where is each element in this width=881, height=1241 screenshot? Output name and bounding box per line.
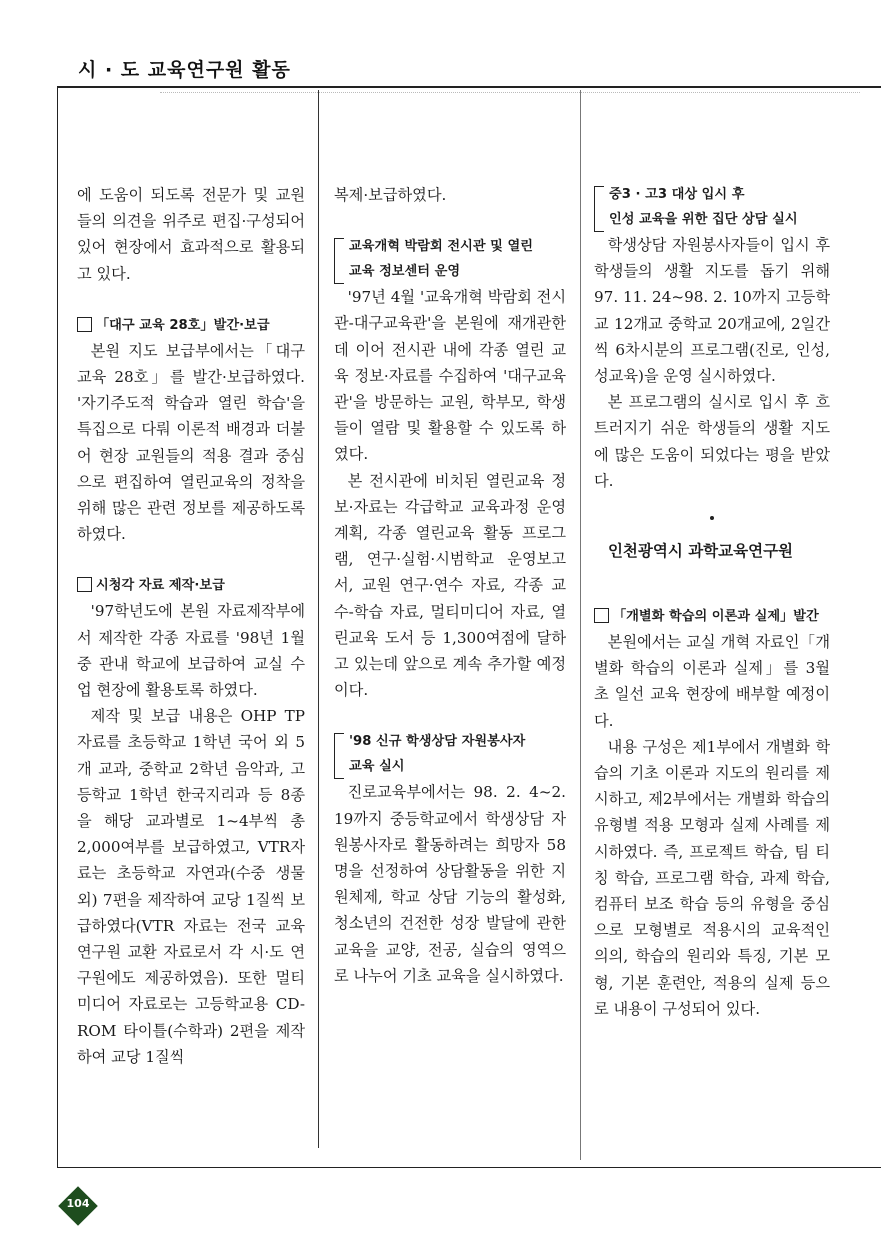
col3-section-2-title: 「개별화 학습의 이론과 실제」발간 [613, 609, 819, 625]
col1-section-2-paragraph-1: '97학년도에 본원 자료제작부에서 제작한 각종 자료를 '98년 1월 중 관내 학교에 보급하여 교실 수업 현장에 활용토록 하였다. [77, 602, 305, 700]
col2-section-2-title-line-2: 교육 실시 [349, 759, 405, 775]
col1-section-2-title: 시청각 자료 제작·보급 [96, 578, 225, 594]
column-3 [594, 182, 830, 1022]
col2-section-1-title-line-1: 교육개혁 박람회 전시관 및 열린 [349, 239, 533, 255]
col2-intro-paragraph: 복제·보급하였다. [334, 186, 447, 204]
page-number-badge [58, 1186, 98, 1226]
col1-section-1-heading [77, 313, 305, 338]
col1-section-2-paragraph-2: 제작 및 보급 내용은 OHP TP 자료를 초등학교 1학년 국어 외 5개 교과, 중학교 2학년 음악과, 고등학교 1학년 한국지리과 등 8종을 해당 교과별로 1~4부씩 총 2,000여부를 보급하였고, VTR자료는 초등학교 자연과(수중 생물 외) 7편을 제작하여 교당 1질씩 보급하였다(VTR 자료는 전국 교육연구원 교환 자료로서 각 시·도 연구원에도 제공하였음). 또한 멀티미디어 자료로는 고등학교용 CD-ROM 타이틀(수학과) 2편을 제작하여 교당 1질씩 [77, 707, 305, 1066]
col2-section-1-paragraph-1: '97년 4월 '교육개혁 박람회 전시관-대구교육관'을 본원에 재개관한데 이어 전시관 내에 각종 열린 교육 정보·자료를 수집하여 '대구교육관'을 방문하는 교원, 학부모, 학생들이 열람 및 활용할 수 있도록 하였다. [334, 288, 566, 464]
col3-section-1-heading [594, 182, 830, 232]
col3-section-1-paragraph-2: 본 프로그램의 실시로 입시 후 흐트러지기 쉬운 학생들의 생활 지도에 많은 도움이 되었다는 평을 받았다. [594, 393, 830, 490]
col1-intro-paragraph: 에 도움이 되도록 전문가 및 교원들의 의견을 위주로 편집·구성되어 있어 현장에서 효과적으로 활용되고 있다. [77, 186, 305, 283]
col1-section-1-paragraph: 본원 지도 보급부에서는「대구교육 28호」를 발간·보급하였다. '자기주도적 학습과 열린 학습'을 특집으로 다뤄 이론적 배경과 더불어 현장 교원들의 적용 결과 중심으로 편집하여 열린교육의 정착을 위해 많은 관련 정보를 제공하도록 하였다. [77, 341, 305, 544]
checkbox-square-icon [77, 317, 92, 332]
col3-section-1-paragraph-1: 학생상담 자원봉사자들이 입시 후 학생들의 생활 지도를 돕기 위해 97. 11. 24~98. 2. 10까지 고등학교 12개교 중학교 20개교에, 2일간씩 6차시분의 프로그램(진로, 인성, 성교육)을 운영 실시하였다. [594, 236, 830, 386]
column-1 [77, 182, 305, 1070]
col2-section-2-title-line-1: '98 신규 학생상담 자원봉사자 [349, 734, 526, 750]
column-divider-2 [580, 90, 581, 1160]
column-2 [334, 182, 566, 989]
col2-section-1-heading [334, 234, 566, 284]
col3-section-2-paragraph-1: 본원에서는 교실 개혁 자료인「개별화 학습의 이론과 실제」를 3월 초 일선 교육 현장에 배부할 예정이다. [594, 633, 830, 730]
column-divider-1 [318, 90, 319, 1148]
col3-section-2-heading [594, 604, 830, 629]
header-rule [57, 86, 881, 88]
col1-section-2-heading [77, 573, 305, 598]
col3-section-1-title-line-2: 인성 교육을 위한 집단 상담 실시 [609, 212, 798, 227]
col2-section-2-paragraph: 진로교육부에서는 98. 2. 4~2. 19까지 중등학교에서 학생상담 자원봉사자로 활동하려는 희망자 58명을 선정하여 상담활동을 위한 지원체제, 학교 상담 기능의 활성화, 청소년의 건전한 성장 발달에 관한 교육을 교양, 전공, 실습의 영역으로 나누어 기초 교육을 실시하였다. [334, 783, 566, 985]
page-number: 104 [66, 1197, 90, 1210]
bracket-box-icon [594, 186, 604, 232]
col3-section-1-title-line-1: 중3 · 고3 대상 입시 후 [609, 187, 745, 202]
col1-section-1-title: 「대구 교육 28호」발간·보급 [96, 317, 270, 333]
col2-section-2-heading [334, 729, 566, 779]
col2-section-1-paragraph-2: 본 전시관에 비치된 열린교육 정보·자료는 각급학교 교육과정 운영 계획, 각종 열린교육 활동 프로그램, 연구·실험·시범학교 운영보고서, 교원 연구·연수 자료, 각종 교수-학습 자료, 멀티미디어 자료, 열린교육 도서 등 1,300여점에 달하고 있는데 앞으로 계속 추가할 예정이다. [334, 471, 566, 700]
col2-section-1-title-line-2: 교육 정보센터 운영 [349, 264, 461, 280]
bracket-box-icon [334, 733, 344, 779]
checkbox-square-icon [77, 577, 92, 592]
header-dotted-rule [160, 92, 860, 94]
section-header-title: 시 · 도 교육연구원 활동 [78, 59, 291, 81]
col3-section-2-paragraph-2: 내용 구성은 제1부에서 개별화 학습의 기초 이론과 지도의 원리를 제시하고, 제2부에서는 개별화 학습의 유형별 적용 모형과 실제 사례를 제시하였다. 즉, 프로젝트 학습, 팀 티칭 학습, 프로그램 학습, 과제 학습, 컴퓨터 보조 학습 등의 유형을 중심으로 모형별로 적용시의 교육적인 의의, 학습의 원리와 특징, 기본 모형, 기본 훈련안, 적용의 실제 등으로 내용이 구성되어 있다. [594, 737, 830, 1018]
left-margin-rule [57, 86, 58, 1168]
institution-title: 인천광역시 과학교육연구원 [607, 542, 794, 561]
bracket-box-icon [334, 238, 344, 284]
checkbox-square-icon [594, 608, 609, 623]
bottom-rule [57, 1167, 881, 1168]
